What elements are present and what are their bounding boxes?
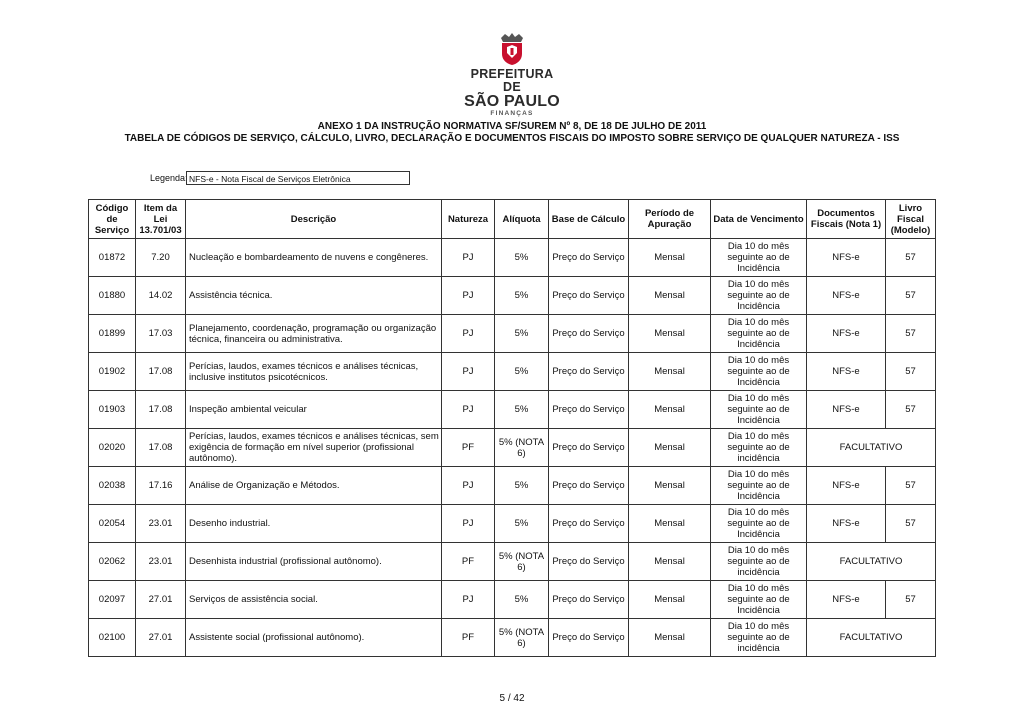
cell-vencimento: Dia 10 do mês seguinte ao de Incidência [711, 239, 807, 277]
cell-vencimento: Dia 10 do mês seguinte ao de Incidência [711, 315, 807, 353]
cell-base: Preço do Serviço [549, 315, 629, 353]
logo-line-3: FINANÇAS [490, 110, 534, 117]
cell-livro: 57 [886, 353, 936, 391]
cell-codigo: 02097 [89, 581, 136, 619]
cell-base: Preço do Serviço [549, 543, 629, 581]
cell-documentos: NFS-e [807, 505, 886, 543]
cell-natureza: PJ [442, 391, 495, 429]
cell-livro: 57 [886, 239, 936, 277]
cell-vencimento: Dia 10 do mês seguinte ao de Incidência [711, 581, 807, 619]
header-periodo: Período de Apuração [629, 200, 711, 239]
cell-vencimento: Dia 10 do mês seguinte ao de Incidência [711, 277, 807, 315]
header-codigo: Código de Serviço [89, 200, 136, 239]
header-aliquota: Alíquota [495, 200, 549, 239]
cell-natureza: PF [442, 429, 495, 467]
cell-natureza: PJ [442, 315, 495, 353]
table-row [89, 467, 936, 505]
cell-periodo: Mensal [629, 543, 711, 581]
cell-periodo: Mensal [629, 619, 711, 657]
cell-livro: 57 [886, 391, 936, 429]
cell-item: 14.02 [136, 277, 186, 315]
cell-aliquota: 5% [495, 505, 549, 543]
cell-item: 23.01 [136, 543, 186, 581]
cell-item: 17.16 [136, 467, 186, 505]
cell-descricao: Desenhista industrial (profissional autônomo). [186, 543, 442, 581]
table-row [89, 543, 936, 581]
cell-vencimento: Dia 10 do mês seguinte ao de Incidência [711, 353, 807, 391]
logo-line-2: SÃO PAULO [464, 93, 560, 110]
table-row [89, 505, 936, 543]
cell-descricao: Inspeção ambiental veicular [186, 391, 442, 429]
cell-livro: 57 [886, 505, 936, 543]
cell-codigo: 02020 [89, 429, 136, 467]
cell-descricao: Serviços de assistência social. [186, 581, 442, 619]
cell-documentos: NFS-e [807, 277, 886, 315]
table-body [89, 239, 936, 657]
cell-natureza: PJ [442, 467, 495, 505]
prefeitura-logo [462, 32, 562, 117]
cell-aliquota: 5% [495, 315, 549, 353]
header-natureza: Natureza [442, 200, 495, 239]
document-title: ANEXO 1 DA INSTRUÇÃO NORMATIVA SF/SUREM Nº 8, DE 18 DE JULHO DE 2011 [317, 121, 707, 132]
cell-base: Preço do Serviço [549, 619, 629, 657]
cell-codigo: 02054 [89, 505, 136, 543]
cell-natureza: PJ [442, 277, 495, 315]
cell-vencimento: Dia 10 do mês seguinte ao de incidência [711, 429, 807, 467]
header-descricao: Descrição [186, 200, 442, 239]
cell-aliquota: 5% (NOTA 6) [495, 543, 549, 581]
cell-base: Preço do Serviço [549, 505, 629, 543]
cell-documentos: NFS-e [807, 467, 886, 505]
cell-periodo: Mensal [629, 581, 711, 619]
cell-base: Preço do Serviço [549, 467, 629, 505]
cell-item: 7.20 [136, 239, 186, 277]
cell-livro: 57 [886, 581, 936, 619]
cell-aliquota: 5% [495, 353, 549, 391]
cell-livro: 57 [886, 467, 936, 505]
legend-label: Legenda: [150, 173, 188, 183]
cell-natureza: PF [442, 543, 495, 581]
table-row [89, 353, 936, 391]
table-row [89, 277, 936, 315]
cell-natureza: PF [442, 619, 495, 657]
cell-aliquota: 5% (NOTA 6) [495, 619, 549, 657]
cell-item: 17.08 [136, 391, 186, 429]
table-row [89, 239, 936, 277]
cell-item: 17.03 [136, 315, 186, 353]
cell-aliquota: 5% [495, 391, 549, 429]
cell-natureza: PJ [442, 239, 495, 277]
cell-periodo: Mensal [629, 391, 711, 429]
cell-descricao: Planejamento, coordenação, programação ou organização técnica, financeira ou administrativa. [186, 315, 442, 353]
table-row [89, 619, 936, 657]
cell-codigo: 01880 [89, 277, 136, 315]
logo-line-1: PREFEITURA DE [470, 67, 554, 94]
legend-box: NFS-e - Nota Fiscal de Serviços Eletrônica [186, 171, 410, 185]
table-header-row [89, 200, 936, 239]
cell-base: Preço do Serviço [549, 277, 629, 315]
cell-item: 27.01 [136, 619, 186, 657]
cell-codigo: 01903 [89, 391, 136, 429]
cell-vencimento: Dia 10 do mês seguinte ao de incidência [711, 619, 807, 657]
cell-base: Preço do Serviço [549, 239, 629, 277]
cell-descricao: Nucleação e bombardeamento de nuvens e congêneres. [186, 239, 442, 277]
cell-item: 17.08 [136, 353, 186, 391]
cell-aliquota: 5% [495, 467, 549, 505]
cell-documentos: NFS-e [807, 391, 886, 429]
page-number: 5 / 42 [499, 693, 525, 704]
cell-codigo: 01902 [89, 353, 136, 391]
cell-base: Preço do Serviço [549, 429, 629, 467]
cell-periodo: Mensal [629, 505, 711, 543]
cell-periodo: Mensal [629, 239, 711, 277]
cell-natureza: PJ [442, 353, 495, 391]
cell-facultativo: FACULTATIVO [807, 429, 936, 467]
cell-vencimento: Dia 10 do mês seguinte ao de Incidência [711, 467, 807, 505]
cell-vencimento: Dia 10 do mês seguinte ao de Incidência [711, 505, 807, 543]
cell-aliquota: 5% (NOTA 6) [495, 429, 549, 467]
cell-descricao: Perícias, laudos, exames técnicos e análises técnicas, inclusive institutos psicotécnicos. [186, 353, 442, 391]
table-row [89, 581, 936, 619]
cell-vencimento: Dia 10 do mês seguinte ao de incidência [711, 543, 807, 581]
cell-documentos: NFS-e [807, 353, 886, 391]
cell-descricao: Assistência técnica. [186, 277, 442, 315]
cell-codigo: 02100 [89, 619, 136, 657]
cell-item: 23.01 [136, 505, 186, 543]
cell-periodo: Mensal [629, 315, 711, 353]
cell-aliquota: 5% [495, 277, 549, 315]
header-item: Item da Lei 13.701/03 [136, 200, 186, 239]
cell-periodo: Mensal [629, 277, 711, 315]
cell-aliquota: 5% [495, 581, 549, 619]
cell-base: Preço do Serviço [549, 391, 629, 429]
header-documentos: Documentos Fiscais (Nota 1) [807, 200, 886, 239]
cell-codigo: 01899 [89, 315, 136, 353]
coat-of-arms-icon [497, 32, 527, 66]
cell-periodo: Mensal [629, 353, 711, 391]
cell-aliquota: 5% [495, 239, 549, 277]
cell-codigo: 02038 [89, 467, 136, 505]
cell-documentos: NFS-e [807, 239, 886, 277]
cell-item: 17.08 [136, 429, 186, 467]
cell-documentos: NFS-e [807, 581, 886, 619]
cell-codigo: 01872 [89, 239, 136, 277]
cell-vencimento: Dia 10 do mês seguinte ao de Incidência [711, 391, 807, 429]
cell-descricao: Análise de Organização e Métodos. [186, 467, 442, 505]
header-livro: Livro Fiscal (Modelo) [886, 200, 936, 239]
cell-base: Preço do Serviço [549, 353, 629, 391]
document-subtitle: TABELA DE CÓDIGOS DE SERVIÇO, CÁLCULO, LIVRO, DECLARAÇÃO E DOCUMENTOS FISCAIS DO IMPOSTO SOBRE SERVIÇO DE QUALQUER NATUREZA - ISS [124, 133, 900, 144]
cell-documentos: NFS-e [807, 315, 886, 353]
cell-descricao: Desenho industrial. [186, 505, 442, 543]
service-codes-table [88, 199, 936, 657]
cell-codigo: 02062 [89, 543, 136, 581]
cell-natureza: PJ [442, 505, 495, 543]
cell-facultativo: FACULTATIVO [807, 619, 936, 657]
cell-livro: 57 [886, 315, 936, 353]
cell-base: Preço do Serviço [549, 581, 629, 619]
cell-item: 27.01 [136, 581, 186, 619]
header-base: Base de Cálculo [549, 200, 629, 239]
cell-descricao: Assistente social (profissional autônomo). [186, 619, 442, 657]
cell-descricao: Perícias, laudos, exames técnicos e análises técnicas, sem exigência de formação em nível superior (profissional autônomo). [186, 429, 442, 467]
table-row [89, 429, 936, 467]
header-vencimento: Data de Vencimento [711, 200, 807, 239]
cell-periodo: Mensal [629, 429, 711, 467]
cell-periodo: Mensal [629, 467, 711, 505]
table-row [89, 391, 936, 429]
cell-livro: 57 [886, 277, 936, 315]
cell-natureza: PJ [442, 581, 495, 619]
table-row [89, 315, 936, 353]
cell-facultativo: FACULTATIVO [807, 543, 936, 581]
